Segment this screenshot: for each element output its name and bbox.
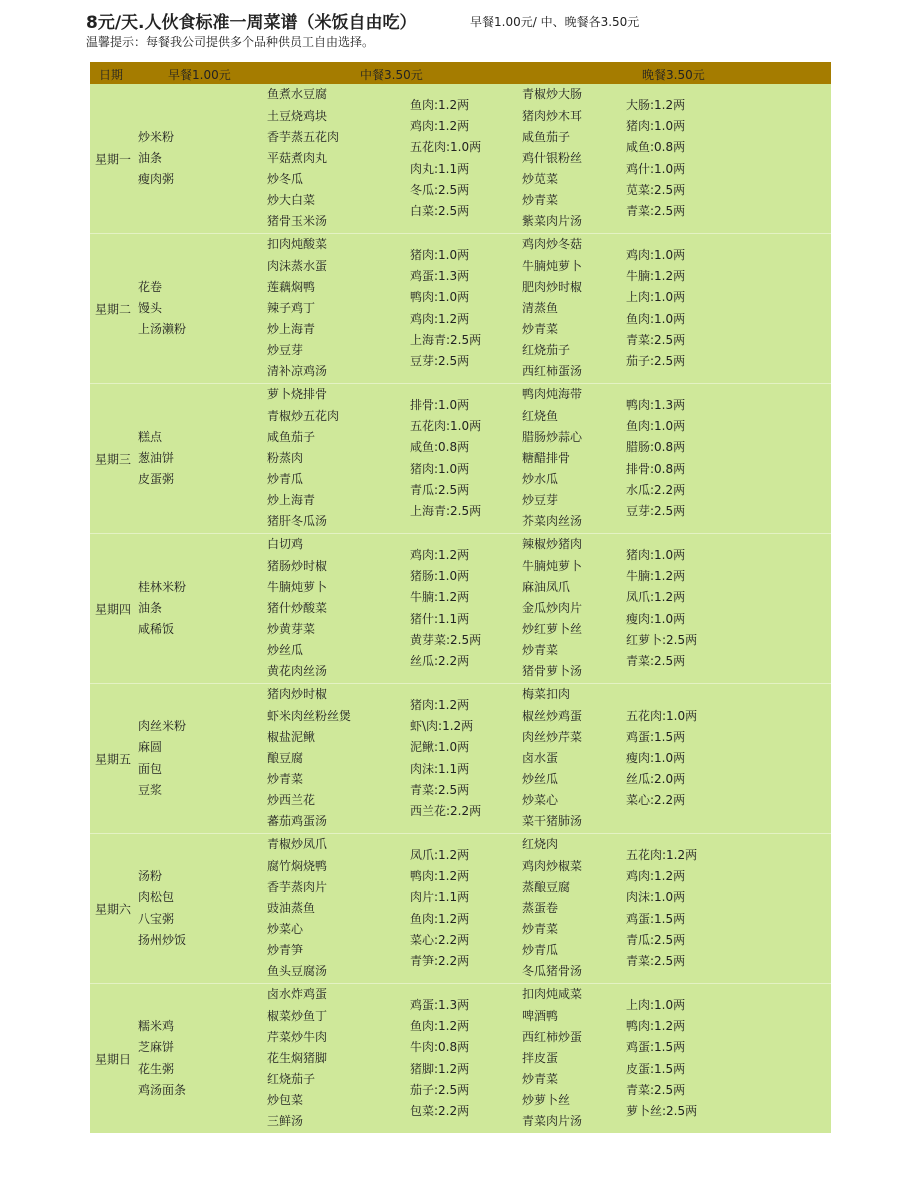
lunch-quantity-list [410,84,481,233]
dinner-dish: 红烧茄子 [522,343,571,358]
breakfast-item: 扬州炒饭 [138,932,187,947]
dinner-quantity: 青菜:2.5两 [626,653,686,668]
lunch-dish: 土豆烧鸡块 [267,108,328,123]
lunch-quantity: 鸭肉:1.0两 [410,290,470,305]
day-row [90,84,831,233]
lunch-dish: 清补凉鸡汤 [267,364,328,379]
dinner-quantity-list [626,84,685,233]
lunch-dish: 猪肝冬瓜汤 [267,514,328,529]
menu-table [90,62,831,1133]
lunch-dish: 炒上海青 [267,493,316,508]
lunch-dish: 炒豆芽 [267,343,304,358]
lunch-dish: 香芋蒸肉片 [267,879,328,894]
lunch-quantity: 猪肉:1.0两 [410,247,470,262]
dinner-quantity-list [626,534,697,683]
dinner-quantity: 青菜:2.5两 [626,953,686,968]
dinner-quantity: 瘦肉:1.0两 [626,611,686,626]
dinner-dish: 牛腩炖萝卜 [522,558,583,573]
dinner-dish: 糖醋排骨 [522,450,571,465]
lunch-dish: 鱼煮水豆腐 [267,87,328,102]
lunch-quantity: 西兰花:2.2两 [410,803,482,818]
dinner-dish: 炒菜心 [522,793,559,808]
lunch-quantity: 上海青:2.5两 [410,503,482,518]
dinner-quantity: 青菜:2.5两 [626,1082,686,1097]
lunch-quantity: 猪肉:1.2两 [410,697,470,712]
lunch-dish: 椒盐泥鳅 [267,729,316,744]
lunch-quantity: 青瓜:2.5两 [410,482,470,497]
lunch-dish: 辣子鸡丁 [267,300,316,315]
dinner-dish: 金瓜炒肉片 [522,600,583,615]
dinner-dish: 拌皮蛋 [522,1050,559,1065]
dinner-quantity: 鸡蛋:1.5两 [626,729,686,744]
lunch-dish: 红烧茄子 [267,1072,316,1087]
dinner-dish: 西红柿蛋汤 [522,364,583,379]
dinner-quantity: 苋菜:2.5两 [626,182,686,197]
lunch-quantity: 猪肠:1.0两 [410,569,470,584]
lunch-quantity: 肉丸:1.1两 [410,161,470,176]
day-label: 星期五 [95,752,132,766]
day-row [90,383,831,533]
dinner-dish-list [522,84,582,233]
dinner-quantity: 猪肉:1.0两 [626,547,686,562]
lunch-dish: 白切鸡 [267,537,304,552]
breakfast-item: 八宝粥 [138,911,175,926]
lunch-quantity: 凤爪:1.2两 [410,847,470,862]
dinner-dish: 肉丝炒芹菜 [522,729,583,744]
lunch-dish: 咸鱼茄子 [267,429,316,444]
lunch-quantity: 肉沫:1.1两 [410,761,470,776]
breakfast-item: 肉松包 [138,890,175,905]
dinner-dish: 炒苋菜 [522,172,559,187]
dinner-dish: 蒸蛋卷 [522,900,559,915]
lunch-dish: 猪肠炒时椒 [267,558,328,573]
dinner-quantity: 皮蛋:1.5两 [626,1061,686,1076]
dinner-quantity-list [626,984,697,1133]
day-label: 星期三 [95,452,132,466]
breakfast-item-list [138,684,186,833]
lunch-dish-list [267,834,327,983]
lunch-dish: 青椒炒凤爪 [267,837,328,852]
dinner-quantity: 鱼肉:1.0两 [626,311,686,326]
lunch-dish: 三鲜汤 [267,1114,304,1129]
dinner-quantity: 凤爪:1.2两 [626,590,686,605]
dinner-quantity: 鸡什:1.0两 [626,161,686,176]
lunch-dish: 炒黄芽菜 [267,622,316,637]
breakfast-item-list [138,384,174,533]
day-row [90,683,831,833]
lunch-quantity: 五花肉:1.0两 [410,140,482,155]
dinner-dish: 炒萝卜丝 [522,1093,571,1108]
dinner-quantity-list [626,384,685,533]
lunch-dish-list [267,84,339,233]
day-label: 星期一 [95,152,132,166]
lunch-quantity: 牛腩:1.2两 [410,590,470,605]
lunch-quantity: 泥鳅:1.0两 [410,740,470,755]
day-row [90,833,831,983]
dinner-dish: 炒青菜 [522,1072,559,1087]
lunch-dish: 黄花肉丝汤 [267,664,328,679]
lunch-quantity: 牛肉:0.8两 [410,1040,470,1055]
dinner-dish: 鸡肉炒椒菜 [522,858,583,873]
lunch-quantity-list [410,834,469,983]
lunch-quantity: 五花肉:1.0两 [410,419,482,434]
dinner-quantity: 五花肉:1.2两 [626,847,698,862]
dinner-dish: 炒青瓜 [522,943,559,958]
dinner-dish: 椒丝炒鸡蛋 [522,708,583,723]
lunch-dish-list [267,234,327,383]
day-label: 星期二 [95,302,132,316]
dinner-dish: 炒水瓜 [522,472,559,487]
dinner-quantity-list [626,684,697,833]
lunch-dish: 平菇煮肉丸 [267,150,328,165]
lunch-quantity: 鸡蛋:1.3两 [410,997,470,1012]
dinner-quantity: 鸭肉:1.3两 [626,397,686,412]
dinner-quantity-list [626,234,685,383]
dinner-dish: 炒青菜 [522,922,559,937]
dinner-dish: 西红柿炒蛋 [522,1029,583,1044]
lunch-quantity-list [410,984,469,1133]
dinner-dish: 炒青菜 [522,193,559,208]
dinner-dish: 紫菜肉片汤 [522,214,583,229]
price-note: 早餐1.00元/ 中、晚餐各3.50元 [470,15,640,29]
dinner-quantity: 鱼肉:1.0两 [626,419,686,434]
dinner-dish-list [522,834,582,983]
lunch-quantity: 茄子:2.5两 [410,1082,470,1097]
dinner-quantity-list [626,834,697,983]
lunch-dish: 虾米肉丝粉丝煲 [267,708,352,723]
lunch-dish: 香芋蒸五花肉 [267,129,340,144]
breakfast-item-list [138,234,186,383]
lunch-quantity: 菜心:2.2两 [410,932,470,947]
lunch-dish: 炒上海青 [267,322,316,337]
lunch-quantity: 黄芽菜:2.5两 [410,632,482,647]
lunch-dish: 炒青菜 [267,772,304,787]
lunch-dish: 炒大白菜 [267,193,316,208]
lunch-dish: 酿豆腐 [267,750,304,765]
lunch-quantity: 丝瓜:2.2两 [410,653,470,668]
dinner-dish: 鸭肉炖海带 [522,387,583,402]
lunch-quantity: 肉片:1.1两 [410,890,470,905]
dinner-quantity: 茄子:2.5两 [626,353,686,368]
dinner-dish: 牛腩炖萝卜 [522,258,583,273]
dinner-quantity: 排骨:0.8两 [626,461,686,476]
lunch-dish: 粉蒸肉 [267,450,304,465]
lunch-dish: 蕃茄鸡蛋汤 [267,814,328,829]
dinner-dish: 青菜肉片汤 [522,1114,583,1129]
breakfast-item: 花生粥 [138,1061,175,1076]
lunch-dish: 炒青瓜 [267,472,304,487]
day-label: 星期四 [95,602,132,616]
dinner-dish: 炒红萝卜丝 [522,622,583,637]
lunch-quantity: 鸡肉:1.2两 [410,547,470,562]
header-breakfast: 早餐1.00元 [168,68,231,82]
breakfast-item: 芝麻饼 [138,1040,175,1055]
lunch-dish: 青椒炒五花肉 [267,408,340,423]
lunch-dish: 猪骨玉米汤 [267,214,328,229]
dinner-dish: 咸鱼茄子 [522,129,571,144]
lunch-dish: 豉油蒸鱼 [267,900,316,915]
dinner-dish-list [522,384,582,533]
dinner-quantity: 豆芽:2.5两 [626,503,686,518]
dinner-dish: 炒丝瓜 [522,772,559,787]
lunch-dish-list [267,684,351,833]
table-header [90,62,831,84]
breakfast-item: 葱油饼 [138,450,175,465]
dinner-dish: 辣椒炒猪肉 [522,537,583,552]
dinner-quantity: 五花肉:1.0两 [626,708,698,723]
breakfast-item: 麻圆 [138,740,163,755]
breakfast-item: 桂林米粉 [138,579,187,594]
lunch-quantity: 豆芽:2.5两 [410,353,470,368]
lunch-quantity: 冬瓜:2.5两 [410,182,470,197]
breakfast-item: 油条 [138,600,163,615]
header-dinner: 晚餐3.50元 [642,68,705,82]
lunch-quantity: 猪肉:1.0两 [410,461,470,476]
dinner-dish-list [522,534,582,683]
lunch-dish: 炒菜心 [267,922,304,937]
lunch-dish-list [267,384,339,533]
dinner-quantity: 鸡肉:1.0两 [626,247,686,262]
lunch-quantity: 鸭肉:1.2两 [410,869,470,884]
breakfast-item: 油条 [138,150,163,165]
lunch-dish: 猪什炒酸菜 [267,600,328,615]
dinner-quantity: 鸡蛋:1.5两 [626,1040,686,1055]
lunch-dish-list [267,984,327,1133]
day-row [90,233,831,383]
dinner-quantity: 牛腩:1.2两 [626,569,686,584]
dinner-dish: 猪肉炒木耳 [522,108,583,123]
lunch-dish: 扣肉炖酸菜 [267,237,328,252]
dinner-dish-list [522,684,582,833]
dinner-quantity: 咸鱼:0.8两 [626,140,686,155]
dinner-quantity: 水瓜:2.2两 [626,482,686,497]
dinner-dish: 青椒炒大肠 [522,87,583,102]
lunch-quantity: 鸡肉:1.2两 [410,119,470,134]
header-date: 日期 [99,68,124,82]
dinner-quantity: 红萝卜:2.5两 [626,632,698,647]
breakfast-item: 花卷 [138,279,163,294]
lunch-quantity: 上海青:2.5两 [410,332,482,347]
breakfast-item: 豆浆 [138,782,163,797]
dinner-dish: 梅菜扣肉 [522,687,571,702]
breakfast-item-list [138,84,174,233]
lunch-quantity: 鱼肉:1.2两 [410,911,470,926]
lunch-quantity: 排骨:1.0两 [410,397,470,412]
dinner-dish: 菜干猪肺汤 [522,814,583,829]
lunch-dish: 花生焖猪脚 [267,1050,328,1065]
day-label: 星期六 [95,902,132,916]
dinner-quantity: 上肉:1.0两 [626,290,686,305]
dinner-dish: 炒青菜 [522,643,559,658]
lunch-quantity-list [410,234,481,383]
lunch-dish: 椒菜炒鱼丁 [267,1008,328,1023]
dinner-dish: 炒豆芽 [522,493,559,508]
lunch-quantity: 青笋:2.2两 [410,953,470,968]
breakfast-item: 馒头 [138,300,163,315]
dinner-quantity: 菜心:2.2两 [626,793,686,808]
dinner-dish: 芥菜肉丝汤 [522,514,583,529]
dinner-dish-list [522,234,582,383]
dinner-quantity: 大肠:1.2两 [626,97,686,112]
lunch-quantity: 虾\肉:1.2两 [410,719,474,734]
breakfast-item: 糯米鸡 [138,1019,175,1034]
lunch-quantity: 猪什:1.1两 [410,611,470,626]
tip-text: 温馨提示：每餐我公司提供多个品种供员工自由选择。 [86,35,375,49]
lunch-dish: 炒包菜 [267,1093,304,1108]
dinner-quantity: 鸡蛋:1.5两 [626,911,686,926]
lunch-quantity: 青菜:2.5两 [410,782,470,797]
dinner-quantity: 上肉:1.0两 [626,997,686,1012]
lunch-quantity: 白菜:2.5两 [410,203,470,218]
breakfast-item: 鸡汤面条 [138,1082,187,1097]
header-lunch: 中餐3.50元 [360,68,423,82]
dinner-dish: 卤水蛋 [522,750,559,765]
lunch-quantity: 鱼肉:1.2两 [410,1019,470,1034]
day-label: 星期日 [95,1052,132,1066]
breakfast-item: 瘦肉粥 [138,172,175,187]
dinner-dish: 腊肠炒蒜心 [522,429,583,444]
lunch-quantity: 猪脚:1.2两 [410,1061,470,1076]
breakfast-item: 汤粉 [138,869,163,884]
breakfast-item: 炒米粉 [138,129,175,144]
breakfast-item: 咸稀饭 [138,622,175,637]
dinner-dish: 红烧鱼 [522,408,559,423]
dinner-quantity: 猪肉:1.0两 [626,119,686,134]
dinner-dish: 猪骨萝卜汤 [522,664,583,679]
lunch-quantity: 鸡蛋:1.3两 [410,269,470,284]
lunch-dish-list [267,534,327,683]
dinner-quantity: 丝瓜:2.0两 [626,772,686,787]
lunch-dish: 莲藕焖鸭 [267,279,316,294]
lunch-dish: 腐竹焖烧鸭 [267,858,328,873]
dinner-dish: 清蒸鱼 [522,300,559,315]
lunch-dish: 猪肉炒时椒 [267,687,328,702]
lunch-dish: 萝卜烧排骨 [267,387,328,402]
dinner-quantity: 瘦肉:1.0两 [626,750,686,765]
lunch-dish: 炒西兰花 [267,793,316,808]
dinner-quantity: 萝卜丝:2.5两 [626,1103,698,1118]
lunch-dish: 鱼头豆腐汤 [267,964,328,979]
dinner-quantity: 鸡肉:1.2两 [626,869,686,884]
day-row [90,533,831,683]
dinner-dish: 肥肉炒时椒 [522,279,583,294]
dinner-dish: 蒸酿豆腐 [522,879,571,894]
lunch-dish: 肉沫蒸水蛋 [267,258,328,273]
breakfast-item: 糕点 [138,429,163,444]
lunch-dish: 牛腩炖萝卜 [267,579,328,594]
lunch-quantity: 包菜:2.2两 [410,1103,470,1118]
dinner-dish: 冬瓜猪骨汤 [522,964,583,979]
lunch-quantity: 咸鱼:0.8两 [410,440,470,455]
dinner-dish: 扣肉炖咸菜 [522,987,583,1002]
dinner-quantity: 青菜:2.5两 [626,203,686,218]
breakfast-item: 上汤濑粉 [138,322,187,337]
dinner-dish: 麻油凤爪 [522,579,571,594]
lunch-quantity: 鱼肉:1.2两 [410,97,470,112]
dinner-dish: 炒青菜 [522,322,559,337]
dinner-quantity: 肉沫:1.0两 [626,890,686,905]
table-body [90,84,831,1133]
dinner-quantity: 鸭肉:1.2两 [626,1019,686,1034]
dinner-quantity: 青菜:2.5两 [626,332,686,347]
breakfast-item: 皮蛋粥 [138,472,175,487]
lunch-dish: 卤水炸鸡蛋 [267,987,328,1002]
dinner-dish: 红烧肉 [522,837,559,852]
day-row [90,983,831,1133]
breakfast-item-list [138,534,186,683]
dinner-quantity: 牛腩:1.2两 [626,269,686,284]
lunch-dish: 芹菜炒牛肉 [267,1029,328,1044]
dinner-quantity: 腊肠:0.8两 [626,440,686,455]
dinner-quantity: 青瓜:2.5两 [626,932,686,947]
lunch-dish: 炒青笋 [267,943,304,958]
page-title: 8元/天.人伙食标准一周菜谱（米饭自由吃） [86,13,417,33]
lunch-dish: 炒冬瓜 [267,172,304,187]
breakfast-item-list [138,984,186,1133]
lunch-quantity: 鸡肉:1.2两 [410,311,470,326]
breakfast-item-list [138,834,186,983]
dinner-dish: 鸡什银粉丝 [522,150,583,165]
lunch-dish: 炒丝瓜 [267,643,304,658]
breakfast-item: 面包 [138,761,163,776]
dinner-dish-list [522,984,582,1133]
dinner-dish: 鸡肉炒冬菇 [522,237,583,252]
lunch-quantity-list [410,684,481,833]
dinner-dish: 啤酒鸭 [522,1008,559,1023]
lunch-quantity-list [410,384,481,533]
lunch-quantity-list [410,534,481,683]
breakfast-item: 肉丝米粉 [138,719,187,734]
